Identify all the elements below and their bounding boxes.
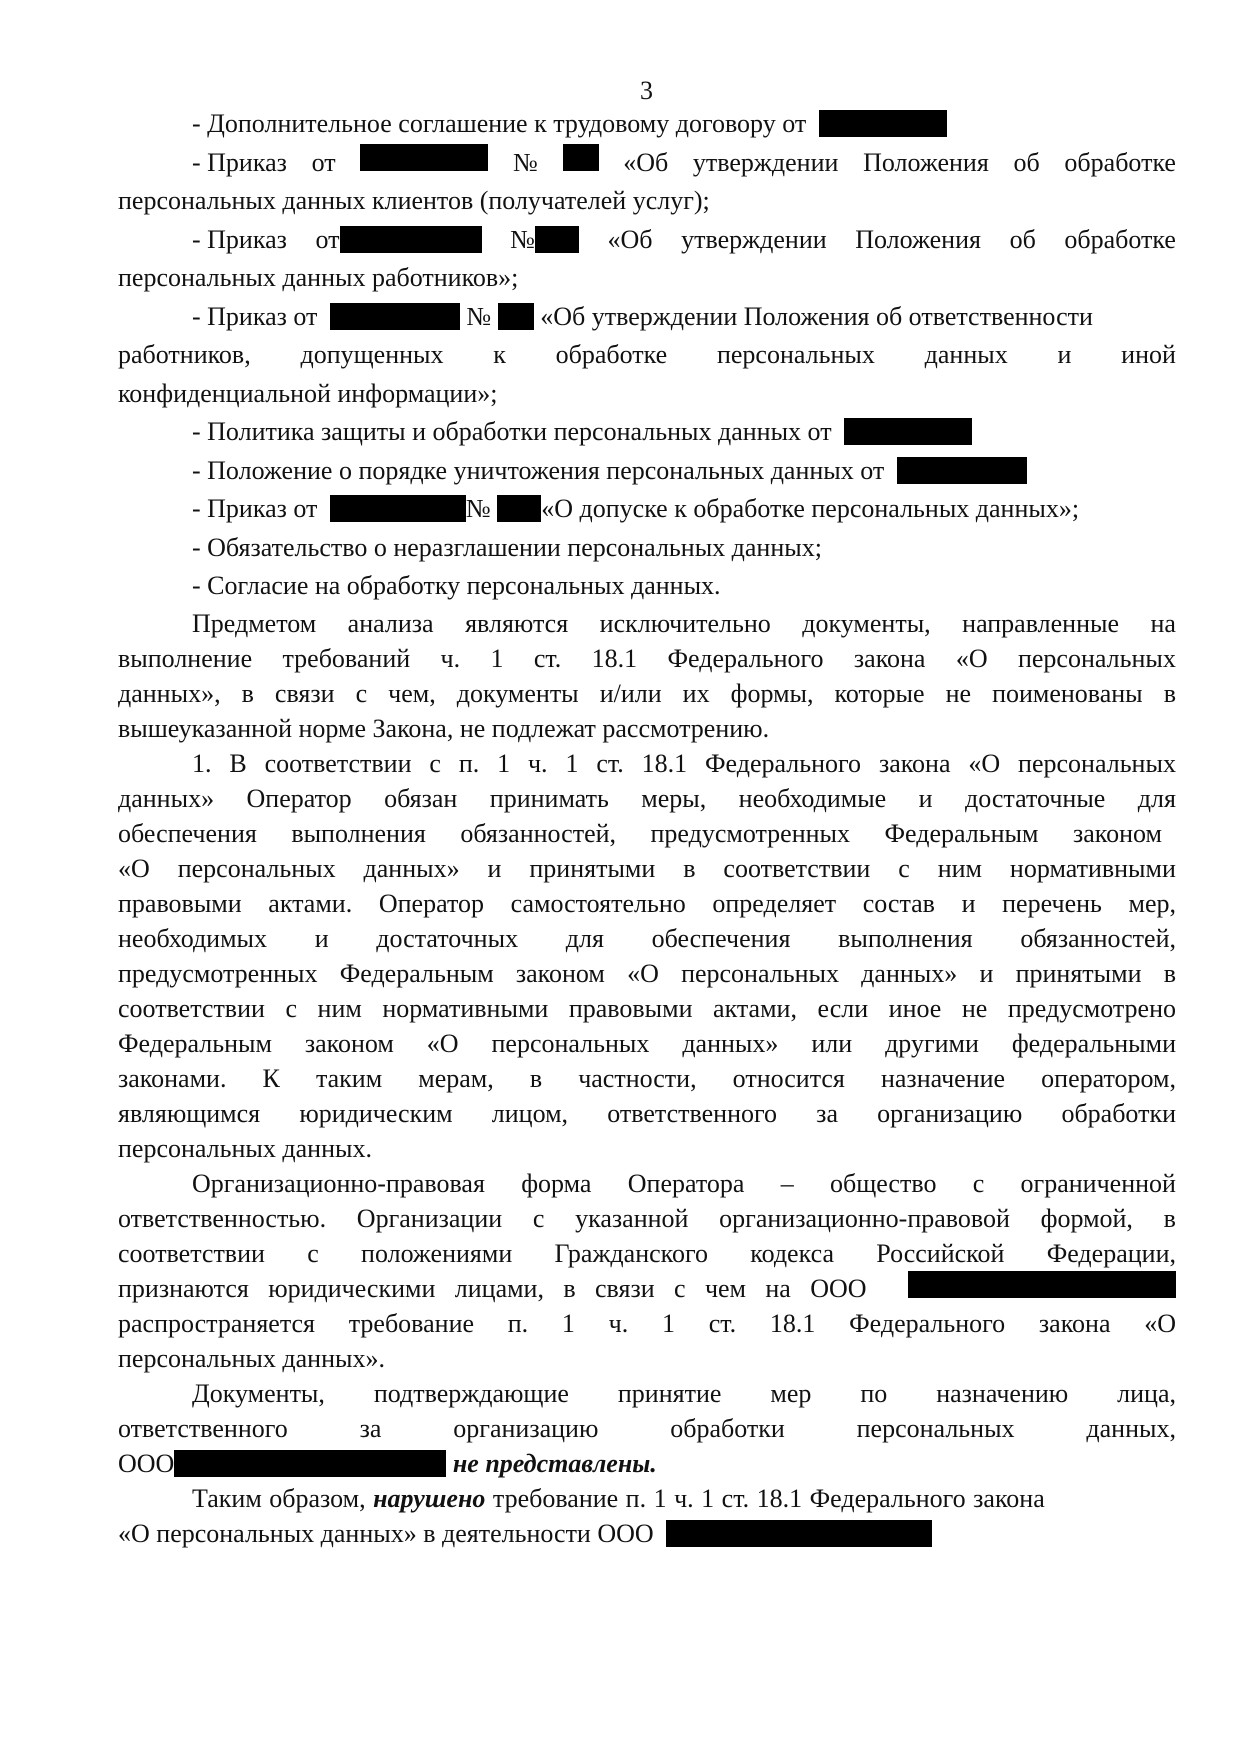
paragraph-line: персональных данных».	[118, 1343, 385, 1373]
paragraph-line: Федеральным законом «О персональных данных» или другими федеральными	[118, 1028, 1176, 1058]
paragraph-line: Таким образом, нарушено требование п. 1 ч. 1 ст. 18.1 Федерального закона	[192, 1483, 1045, 1513]
violation-text: нарушено	[373, 1483, 486, 1513]
list-item: - Согласие на обработку персональных данных.	[192, 571, 721, 600]
document-body	[118, 105, 1176, 1551]
redaction-block	[908, 1271, 1176, 1298]
redaction-block	[330, 303, 460, 330]
list-item: - Приказ от № «Об утверждении Положения об ответственности	[192, 301, 1093, 331]
paragraph-line: данных» Оператор обязан принимать меры, необходимые и достаточные для	[118, 783, 1176, 813]
paragraph-line: 1. В соответствии с п. 1 ч. 1 ст. 18.1 Федерального закона «О персональных	[192, 748, 1176, 778]
list-item-continued: конфиденциальной информации»;	[118, 378, 498, 408]
paragraph-line: персональных данных.	[118, 1133, 372, 1163]
redaction-block	[819, 110, 947, 137]
redaction-block	[360, 144, 488, 171]
paragraph-line: соответствии с ним нормативными правовыми актами, если иное не предусмотрено	[118, 993, 1176, 1023]
redaction-block	[330, 495, 466, 522]
paragraph-line: вышеуказанной норме Закона, не подлежат рассмотрению.	[118, 713, 770, 743]
paragraph-line: обеспечения выполнения обязанностей, предусмотренных Федеральным законом	[118, 818, 1162, 848]
paragraph-line: являющимся юридическим лицом, ответственного за организацию обработки	[118, 1098, 1176, 1128]
paragraph-line: ООО не представлены.	[118, 1448, 657, 1478]
paragraph-line: «О персональных данных» и принятыми в соответствии с ним нормативными	[118, 853, 1176, 883]
redaction-block	[498, 303, 534, 330]
paragraph-line: данных», в связи с чем, документы и/или их формы, которые не поименованы в	[118, 678, 1176, 708]
paragraph-line: предусмотренных Федеральным законом «О персональных данных» и принятыми в	[118, 958, 1176, 988]
page-number: 3	[640, 76, 653, 105]
paragraph-line: «О персональных данных» в деятельности ООО	[118, 1516, 1176, 1551]
list-item-continued: работников, допущенных к обработке персональных данных и иной	[118, 340, 1176, 369]
redaction-block	[666, 1520, 932, 1547]
redaction-block	[844, 418, 972, 445]
redaction-block	[897, 457, 1027, 484]
redaction-block	[497, 495, 541, 522]
paragraph-line: Документы, подтверждающие принятие мер по назначению лица,	[192, 1378, 1176, 1408]
redaction-block	[174, 1450, 446, 1477]
paragraph-line: выполнение требований ч. 1 ст. 18.1 Федерального закона «О персональных	[118, 643, 1176, 673]
redaction-block	[535, 226, 579, 253]
paragraph-line: необходимых и достаточных для обеспечения выполнения обязанностей,	[118, 923, 1176, 953]
redaction-block	[563, 144, 599, 171]
redaction-block	[340, 226, 482, 253]
list-item: - Дополнительное соглашение к трудовому договору от	[118, 105, 1176, 144]
paragraph-line: признаются юридическими лицами, в связи с чем на ООО	[118, 1271, 1176, 1306]
paragraph-line: ответственного за организацию обработки персональных данных,	[118, 1413, 1176, 1443]
paragraph-line: Организационно-правовая форма Оператора – общество с ограниченной	[192, 1168, 1176, 1198]
verdict-text: не представлены.	[452, 1448, 657, 1478]
list-item: - Положение о порядке уничтожения персональных данных от	[118, 452, 1176, 491]
list-item: - Политика защиты и обработки персональных данных от	[118, 413, 1176, 452]
list-item-continued: персональных данных клиентов (получателей услуг);	[118, 186, 710, 215]
list-item: - Приказ от № «Об утверждении Положения об обработке	[192, 224, 1176, 254]
paragraph-line: правовыми актами. Оператор самостоятельно определяет состав и перечень мер,	[118, 888, 1176, 918]
list-item: - Приказ от № «О допуске к обработке персональных данных»;	[192, 494, 1080, 523]
paragraph-line: соответствии с положениями Гражданского кодекса Российской Федерации,	[118, 1238, 1176, 1268]
list-item: - Приказ от № «Об утверждении Положения об обработке	[118, 144, 1176, 183]
paragraph-line: ответственностью. Организации с указанной организационно-правовой формой, в	[118, 1203, 1176, 1233]
paragraph-line: законами. К таким мерам, в частности, относится назначение оператором,	[118, 1063, 1176, 1093]
paragraph-line: Предметом анализа являются исключительно документы, направленные на	[192, 608, 1176, 638]
list-item: - Обязательство о неразглашении персональных данных;	[192, 532, 822, 562]
list-item-continued: персональных данных работников»;	[118, 263, 519, 292]
paragraph-line: распространяется требование п. 1 ч. 1 ст. 18.1 Федерального закона «О	[118, 1308, 1176, 1338]
